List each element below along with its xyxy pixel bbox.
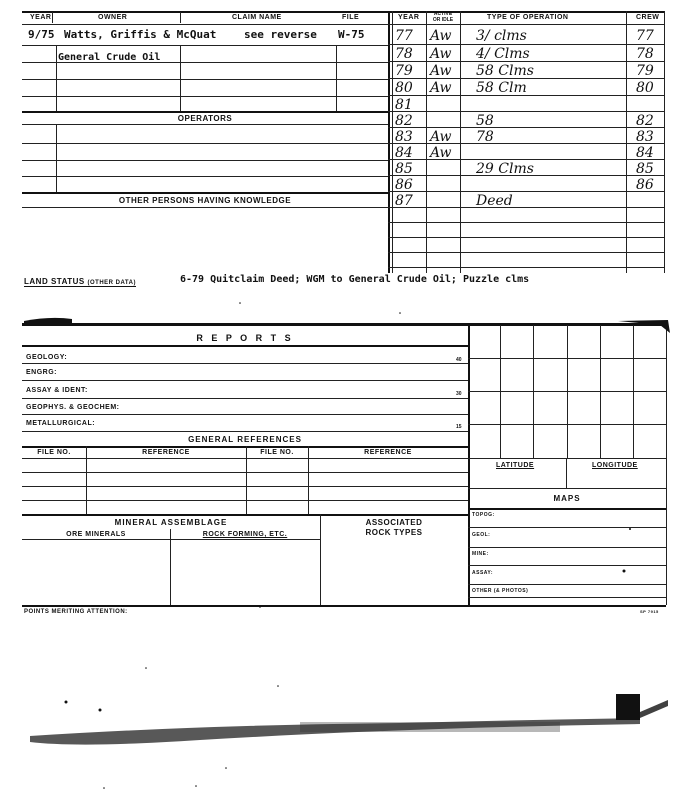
- rock-forming-header: ROCK FORMING, ETC.: [202, 531, 288, 538]
- log-crew: 83: [636, 129, 654, 145]
- log-year: 81: [395, 97, 413, 113]
- ref-header-file-no: FILE NO.: [37, 449, 71, 456]
- operators-title: OPERATORS: [177, 114, 233, 123]
- ref-header-reference-2: REFERENCE: [364, 449, 412, 456]
- header-or-idle: OR IDLE: [432, 17, 454, 23]
- longitude-label: LONGITUDE: [592, 462, 638, 469]
- land-status-label-text: LAND STATUS: [24, 277, 85, 286]
- record-file: W-75: [338, 28, 365, 41]
- log-operation: 58 Clm: [476, 80, 527, 96]
- header-year-2: YEAR: [398, 14, 420, 21]
- log-operation: 4/ Clms: [476, 46, 530, 62]
- log-year: 78: [395, 46, 413, 62]
- assoc-line-1: ASSOCIATED: [365, 518, 423, 527]
- header-active: ACTIVE: [433, 11, 453, 17]
- assoc-line-2: ROCK TYPES: [365, 528, 423, 537]
- log-crew: 79: [636, 63, 654, 79]
- report-engrg: ENGRG:: [26, 369, 57, 376]
- record-owner: Watts, Griffis & McQuat: [64, 28, 217, 41]
- log-operation: 58: [476, 113, 494, 129]
- log-year: 82: [395, 113, 413, 129]
- reports-title: R E P O R T S: [196, 333, 294, 343]
- log-status: Aw: [430, 80, 452, 96]
- header-crew: CREW: [636, 14, 660, 21]
- header-file: FILE: [342, 14, 360, 21]
- log-status: Aw: [430, 28, 452, 44]
- record-year: 9/75: [28, 28, 55, 41]
- ref-header-reference: REFERENCE: [142, 449, 190, 456]
- log-year: 79: [395, 63, 413, 79]
- report-num: 30: [456, 391, 462, 397]
- record-claim-name: see reverse: [244, 28, 317, 41]
- log-operation: 78: [476, 129, 494, 145]
- maps-mine: MINE:: [472, 551, 489, 557]
- log-status: Aw: [430, 145, 452, 161]
- latitude-label: LATITUDE: [496, 462, 535, 469]
- general-references-title: GENERAL REFERENCES: [188, 435, 302, 444]
- report-geophys: GEOPHYS. & GEOCHEM:: [26, 404, 120, 411]
- log-crew: 84: [636, 145, 654, 161]
- log-year: 77: [395, 28, 413, 44]
- header-claim-name: CLAIM NAME: [232, 14, 282, 21]
- maps-assay: ASSAY:: [472, 570, 494, 576]
- log-operation: 29 Clms: [476, 161, 534, 177]
- ore-minerals-header: ORE MINERALS: [66, 531, 126, 538]
- log-crew: 77: [636, 28, 654, 44]
- log-year: 85: [395, 161, 413, 177]
- log-status: Aw: [430, 63, 452, 79]
- maps-topog: TOPOG:: [472, 512, 495, 518]
- log-year: 87: [395, 193, 413, 209]
- log-year: 83: [395, 129, 413, 145]
- log-crew: 80: [636, 80, 654, 96]
- log-operation: 3/ clms: [476, 28, 527, 44]
- maps-title: MAPS: [553, 494, 581, 503]
- log-crew: 85: [636, 161, 654, 177]
- log-crew: 82: [636, 113, 654, 129]
- log-crew: 86: [636, 177, 654, 193]
- report-geology: GEOLOGY:: [26, 354, 68, 361]
- log-year: 86: [395, 177, 413, 193]
- header-owner: OWNER: [98, 14, 128, 21]
- log-operation: 58 Clms: [476, 63, 534, 79]
- points-meriting-attention: POINTS MERITING ATTENTION:: [24, 609, 128, 615]
- land-status-sub: (OTHER DATA): [87, 280, 136, 286]
- report-metallurgical: METALLURGICAL:: [26, 420, 96, 427]
- log-status: Aw: [430, 46, 452, 62]
- report-num: 15: [456, 424, 462, 430]
- log-crew: 78: [636, 46, 654, 62]
- header-type-of-operation: TYPE OF OPERATION: [487, 14, 569, 21]
- other-persons-title: OTHER PERSONS HAVING KNOWLEDGE: [118, 196, 292, 205]
- maps-geol: GEOL:: [472, 532, 491, 538]
- report-num: 40: [456, 357, 462, 363]
- header-year: YEAR: [30, 14, 52, 21]
- ref-header-file-no-2: FILE NO.: [260, 449, 294, 456]
- maps-other: OTHER (& PHOTOS): [472, 588, 529, 594]
- form-number: SP 7915: [640, 609, 659, 614]
- record-owner-2: General Crude Oil: [58, 52, 161, 63]
- mineral-assemblage-title: MINERAL ASSEMBLAGE: [114, 518, 228, 527]
- land-status-value: 6-79 Quitclaim Deed; WGM to General Crude Oil; Puzzle clms: [180, 274, 530, 285]
- log-year: 84: [395, 145, 413, 161]
- log-operation: Deed: [476, 193, 513, 209]
- report-assay: ASSAY & IDENT:: [26, 387, 88, 394]
- log-year: 80: [395, 80, 413, 96]
- log-status: Aw: [430, 129, 452, 145]
